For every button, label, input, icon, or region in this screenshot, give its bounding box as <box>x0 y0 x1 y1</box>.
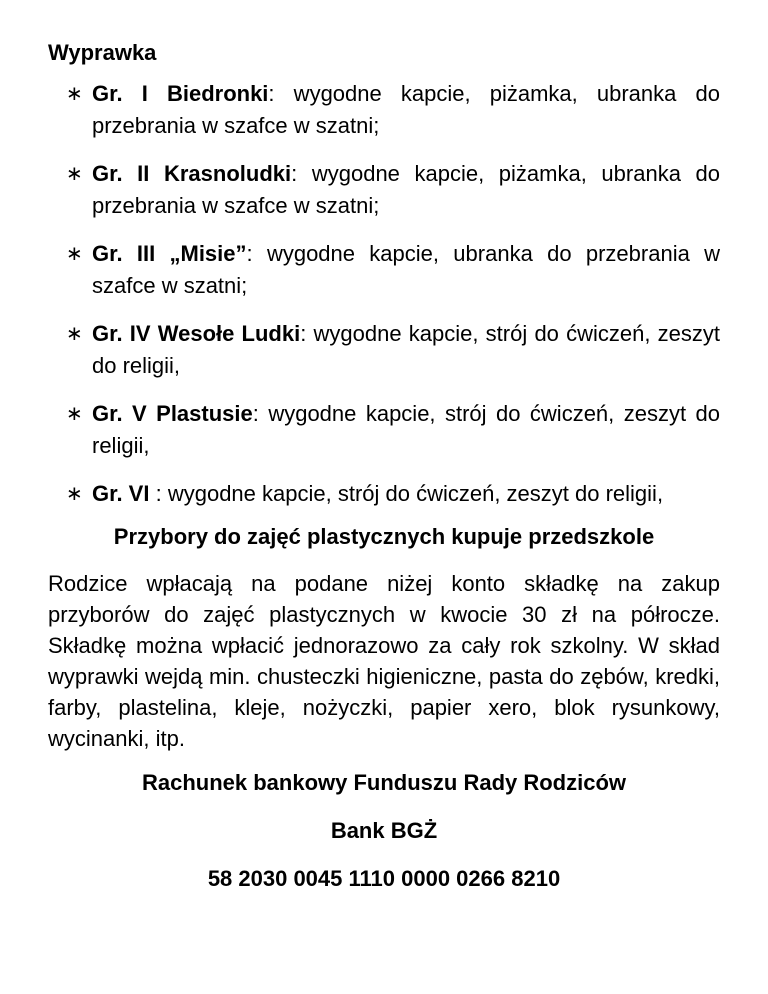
list-item <box>48 398 720 462</box>
bullet-icon: ∗ <box>66 403 83 425</box>
group-name: Gr. IV Wesołe Ludki <box>92 321 301 346</box>
group-separator: : <box>268 81 275 106</box>
page-heading: Wyprawka <box>48 40 157 65</box>
group-text: wygodne kapcie, strój do ćwiczeń, zeszyt do religii, <box>92 321 720 378</box>
list-item <box>48 478 720 510</box>
bank-account-number: 58 2030 0045 1110 0000 0266 8210 <box>207 866 561 891</box>
group-name: Gr. I Biedronki <box>92 81 269 106</box>
list-item <box>48 318 720 382</box>
body-paragraph: Rodzice wpłacają na podane niżej konto składkę na zakup przyborów do zajęć plastycznych w kwocie 30 zł na półrocze. Składkę można wpłacić jednorazowo za cały rok szkolny. W skład wyprawki wejdą min. chusteczki higieniczne, pasta do zębów, kredki, farby, plastelina, kleje, nożyczki, papier xero, blok rysunkowy, wycinanki, itp. <box>48 571 720 751</box>
group-separator: : <box>252 401 259 426</box>
bullet-icon: ∗ <box>66 323 83 345</box>
group-separator: : <box>246 241 253 266</box>
bullet-icon: ∗ <box>66 243 83 265</box>
group-list <box>48 78 720 510</box>
group-name: Gr. III „Misie” <box>92 241 247 266</box>
list-item <box>48 78 720 142</box>
list-item <box>48 238 720 302</box>
section-subheading: Przybory do zajęć plastycznych kupuje przedszkole <box>113 524 655 549</box>
group-separator: : <box>291 161 298 186</box>
group-text: wygodne kapcie, piżamka, ubranka do przebrania w szafce w szatni; <box>92 81 720 138</box>
group-name: Gr. V Plastusie <box>92 401 253 426</box>
bullet-icon: ∗ <box>66 83 83 105</box>
group-text: wygodne kapcie, piżamka, ubranka do przebrania w szafce w szatni; <box>92 161 720 218</box>
bank-account-title: Rachunek bankowy Funduszu Rady Rodziców <box>141 770 627 795</box>
group-name: Gr. II Krasnoludki <box>92 161 292 186</box>
bullet-icon: ∗ <box>66 483 83 505</box>
group-separator: : <box>300 321 307 346</box>
bank-name: Bank BGŻ <box>330 818 438 843</box>
group-text: wygodne kapcie, strój do ćwiczeń, zeszyt do religii, <box>92 401 720 458</box>
group-name: Gr. VI <box>92 481 150 506</box>
bullet-icon: ∗ <box>66 163 83 185</box>
group-text: wygodne kapcie, strój do ćwiczeń, zeszyt do religii, <box>161 481 664 506</box>
group-separator: : <box>149 481 162 506</box>
list-item <box>48 158 720 222</box>
group-text: wygodne kapcie, ubranka do przebrania w szafce w szatni; <box>92 241 721 298</box>
